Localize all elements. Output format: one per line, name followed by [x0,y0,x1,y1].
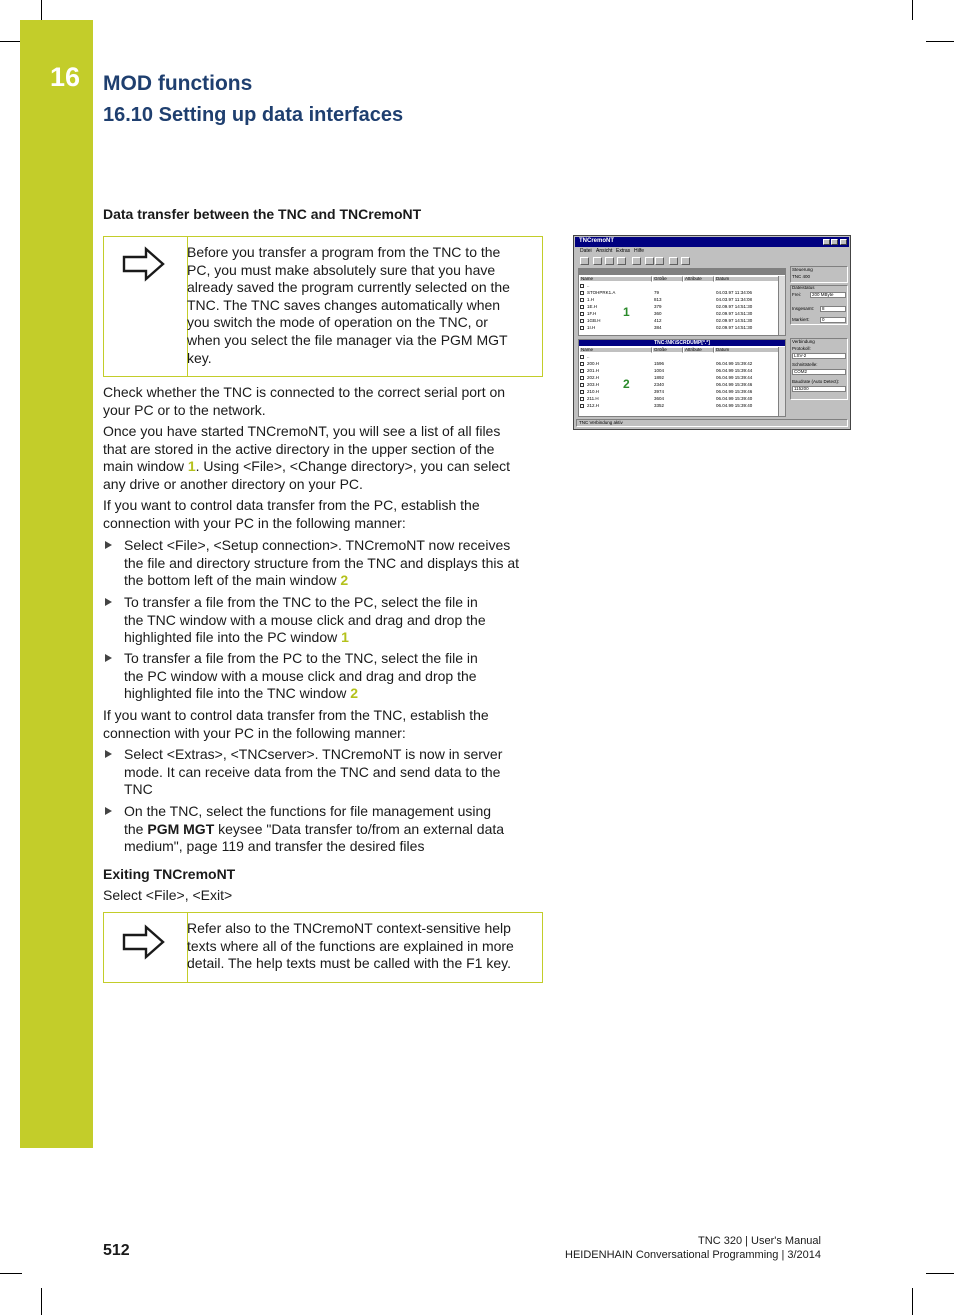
note-line: PC, you must make absolutely sure that you have [187,261,496,278]
tncremont-screenshot [573,235,851,430]
para-line: connection with your PC in the following manner: [103,724,406,741]
file-icon [580,390,584,394]
para-line: your PC or to the network. [103,401,266,418]
file-name: 1F.H [587,311,597,316]
note-box [103,236,543,377]
file-date: 06.04.99 15:39:46 [716,382,753,387]
file-name: 212.H [587,403,600,408]
marked-label: Markiert: [792,317,810,322]
file-status-label: Dateistatus [792,285,815,290]
pane-label: 2 [623,377,630,391]
note-text [187,920,514,973]
para-line: Check whether the TNC is connected to the correct serial port on [103,384,506,400]
file-icon [580,383,584,387]
bullet-line: TNC [124,781,153,798]
file-row[interactable] [579,381,777,388]
note-line: already saved the program currently selected on the [187,279,510,296]
exiting-heading: Exiting TNCremoNT [103,866,236,882]
file-row[interactable] [579,282,777,289]
file-icon [580,319,584,323]
file-row[interactable] [579,317,777,324]
file-date: 06.04.99 15:39:44 [716,368,753,373]
footer-product: HEIDENHAIN Conversational Programming | 3/2014 [565,1249,821,1261]
note-line: Before you transfer a program from the TNC to the [187,244,501,260]
note-line: when you select the file manager via the PGM MGT [187,331,508,348]
file-name: .. [587,283,590,288]
file-name: 203.H [587,382,600,387]
pane-label: 1 [623,305,630,319]
note-line: key. [187,349,212,366]
pane-header [579,269,785,275]
text-run: keysee "Data transfer to/from an external data [214,820,505,837]
file-row[interactable] [579,353,777,360]
file-date: 06.04.99 15:39:46 [716,389,753,394]
window-titlebar [575,237,849,247]
total-label: Insgesamt: [792,306,815,311]
file-date: 06.04.99 15:39:40 [716,403,753,408]
column-header[interactable]: Größe [652,276,683,282]
bullet-line: Select <File>, <Setup connection>. TNCremoNT now receives [124,537,511,553]
figure-ref: 1 [341,629,349,646]
para-line: Once you have started TNCremoNT, you will see a list of all files [103,423,501,439]
file-size: 3352 [654,403,665,408]
file-date: 02.09.97 14:51:30 [716,304,753,309]
file-size: 1004 [654,368,665,373]
crop-mark [912,1288,913,1315]
file-date: 06.04.99 15:39:42 [716,361,753,366]
crop-mark [0,1273,22,1274]
file-date: 04.03.97 11:34:06 [716,290,752,295]
pc-file-pane[interactable] [578,268,786,336]
file-icon [580,362,584,366]
file-size: 3604 [654,396,665,401]
text-run: main window [103,458,188,475]
column-header[interactable]: Name [579,276,652,282]
column-header[interactable]: Datum [714,276,779,282]
file-row[interactable] [579,289,777,296]
window-title: TNCremoNT [579,238,615,244]
bullet-line: medium", page 119 and transfer the desired files [124,838,425,855]
para-line: If you want to control data transfer from the PC, establish the [103,497,480,513]
file-date: 06.04.99 15:39:40 [716,396,753,401]
text-run: highlighted file into the TNC window [124,685,351,702]
footer-manual: TNC 320 | User's Manual [698,1235,821,1247]
bullet-triangle-icon [105,750,112,758]
bullet-triangle-icon [105,807,112,815]
column-header[interactable]: Attribute [683,276,714,282]
file-icon [580,397,584,401]
file-name: 210.H [587,389,600,394]
menu-file[interactable]: Datei [580,248,592,254]
bullet-line: the PC window with a mouse click and drag and drop the [124,667,477,684]
file-row[interactable] [579,324,777,331]
file-icon [580,305,584,309]
file-icon [580,291,584,295]
file-date: 02.09.97 14:51:30 [716,318,753,323]
column-header[interactable]: Datum [714,347,779,353]
file-size: 2340 [654,382,665,387]
file-name: 1E.H [587,304,598,309]
file-name: 202.H [587,375,600,380]
control-label: Steuerung [792,267,813,272]
toolbar-button[interactable] [580,257,589,265]
note-line: you switch the mode of operation on the TNC, or [187,314,488,331]
bullet-line: To transfer a file from the TNC to the PC, select the file in [124,594,478,610]
folder-icon [580,355,584,359]
note-line: Refer also to the TNCremoNT context-sensitive help [187,920,511,936]
file-icon [580,404,584,408]
chapter-number: 16 [50,62,81,92]
file-name: 211.H [587,396,599,401]
note-box [103,912,543,983]
control-value: TNC 400 [792,274,811,279]
bullet-line: the file and directory structure from the TNC and displays this at [124,554,520,571]
file-date: 02.09.97 14:51:30 [716,311,753,316]
para-line: any drive or another directory on your PC. [103,475,363,492]
arrow-right-icon [122,246,166,282]
toolbar-button[interactable] [645,257,654,265]
toolbar-button[interactable] [632,257,641,265]
tnc-file-pane[interactable] [578,339,786,417]
file-size: 3974 [654,389,665,394]
bullet-line: Select <Extras>, <TNCserver>. TNCremoNT is now in server [124,746,503,762]
arrow-right-icon [122,924,166,960]
marked-field: 0 [820,317,846,323]
connection-label: Verbindung [792,339,815,344]
status-bar: TNC Verbindung aktiv [576,419,848,427]
exiting-text: Select <File>, <Exit> [103,887,233,903]
text-run: highlighted file into the PC window [124,629,342,646]
key-name: PGM MGT [147,820,215,837]
file-row[interactable] [579,395,777,402]
file-date: 06.04.99 15:39:44 [716,375,753,380]
subheading: Data transfer between the TNC and TNCremoNT [103,206,422,222]
toolbar-button[interactable] [655,257,664,265]
baudrate-field: 115200 [792,386,846,392]
file-row[interactable] [579,310,777,317]
status-panel [790,266,848,416]
scrollbar[interactable] [778,347,785,416]
bullet-triangle-icon [105,541,112,549]
file-icon [580,298,584,302]
chapter-title: MOD functions [103,72,253,95]
page-number: 512 [103,1242,130,1259]
file-size: 360 [654,311,662,316]
bullet-line [124,821,544,839]
file-icon [580,312,584,316]
file-row[interactable] [579,296,777,303]
file-row[interactable] [579,367,777,374]
file-name: 1GB.H [587,318,601,323]
column-header[interactable]: Attribute [683,347,714,353]
column-header[interactable]: Name [579,347,652,353]
minimize-button[interactable] [823,239,830,245]
note-line: TNC. The TNC saves changes automatically when [187,296,501,313]
close-button[interactable] [840,239,847,245]
protocol-field: LSV-2 [792,353,846,359]
file-size: 813 [654,297,662,302]
file-name: STOHPRK1.A [587,290,616,295]
file-size: 1892 [654,375,665,380]
maximize-button[interactable] [831,239,838,245]
file-row[interactable] [579,360,777,367]
bullet-line [124,572,544,590]
bullet-line [124,685,544,703]
crop-mark [926,1273,954,1274]
free-field: 200 MByte [810,292,846,298]
file-row[interactable] [579,303,777,310]
figure-ref: 2 [340,572,349,589]
file-name: .. [587,354,590,359]
file-size: 1596 [654,361,665,366]
paragraph [103,497,543,532]
paragraph [103,423,543,493]
total-field: 8 [820,306,846,312]
file-size: 412 [654,318,662,323]
para-line: If you want to control data transfer from the TNC, establish the [103,707,489,723]
free-label: Frei: [792,292,801,297]
pane-header: TNC:\NK\SCRDUMP[*.*] [579,340,785,346]
file-name: 1I.H [587,325,596,330]
crop-mark [0,41,22,42]
toolbar-button[interactable] [617,257,626,265]
bullet-triangle-icon [105,654,112,662]
paragraph [103,384,543,419]
file-name: 201.H [587,368,600,373]
text-run: the [124,820,148,837]
file-name: 200.H [587,361,600,366]
figure-ref: 1 [187,458,196,475]
crop-mark [41,0,42,20]
section-title: 16.10 Setting up data interfaces [103,104,404,126]
bullet-line: mode. It can receive data from the TNC and send data to the [124,763,501,780]
text-run: the bottom left of the main window [124,572,341,589]
interface-field: COM2 [792,369,846,375]
paragraph [103,707,543,742]
file-name: 1.H [587,297,595,302]
file-date: 02.09.97 14:51:30 [716,325,753,330]
file-row[interactable] [579,374,777,381]
menu-view[interactable]: Ansicht [596,248,613,254]
crop-mark [926,41,954,42]
toolbar [576,256,848,266]
file-icon [580,369,584,373]
para-line [103,458,543,476]
menu-extras[interactable]: Extras [616,248,631,254]
text-run: . Using <File>, <Change directory>, you can select [195,458,511,475]
chapter-side-band [20,20,93,1148]
bullet-line [124,629,544,647]
column-header[interactable]: Größe [652,347,683,353]
toolbar-button[interactable] [669,257,678,265]
file-size: 379 [654,304,662,309]
bullet-line: the TNC window with a mouse click and drag and drop the [124,611,486,628]
crop-mark [41,1288,42,1315]
note-line: detail. The help texts must be called with the F1 key. [187,955,511,972]
interface-label: Schnittstelle: [792,362,818,367]
toolbar-button[interactable] [593,257,602,265]
note-text [187,244,510,367]
file-size: 79 [654,290,660,295]
file-icon [580,376,584,380]
scrollbar[interactable] [778,276,785,335]
file-date: 04.03.97 11:34:08 [716,297,752,302]
folder-icon [580,284,584,288]
file-row[interactable] [579,388,777,395]
para-line: that are stored in the active directory in the upper section of the [103,440,495,457]
file-row[interactable] [579,402,777,409]
menu-help[interactable]: Hilfe [634,248,645,254]
file-icon [580,326,584,330]
bullet-line: On the TNC, select the functions for file management using [124,803,492,819]
menu-bar [576,248,848,256]
para-line: connection with your PC in the following manner: [103,514,406,531]
toolbar-button[interactable] [605,257,614,265]
bullet-triangle-icon [105,598,112,606]
figure-ref: 2 [350,685,358,702]
baudrate-label: Baudrate (Auto Detect): [792,379,840,384]
file-size: 384 [654,325,662,330]
note-line: texts where all of the functions are explained in more [187,937,514,954]
bullet-line: To transfer a file from the PC to the TNC, select the file in [124,650,478,666]
crop-mark [912,0,913,20]
toolbar-button[interactable] [681,257,690,265]
protocol-label: Protokoll: [792,346,811,351]
